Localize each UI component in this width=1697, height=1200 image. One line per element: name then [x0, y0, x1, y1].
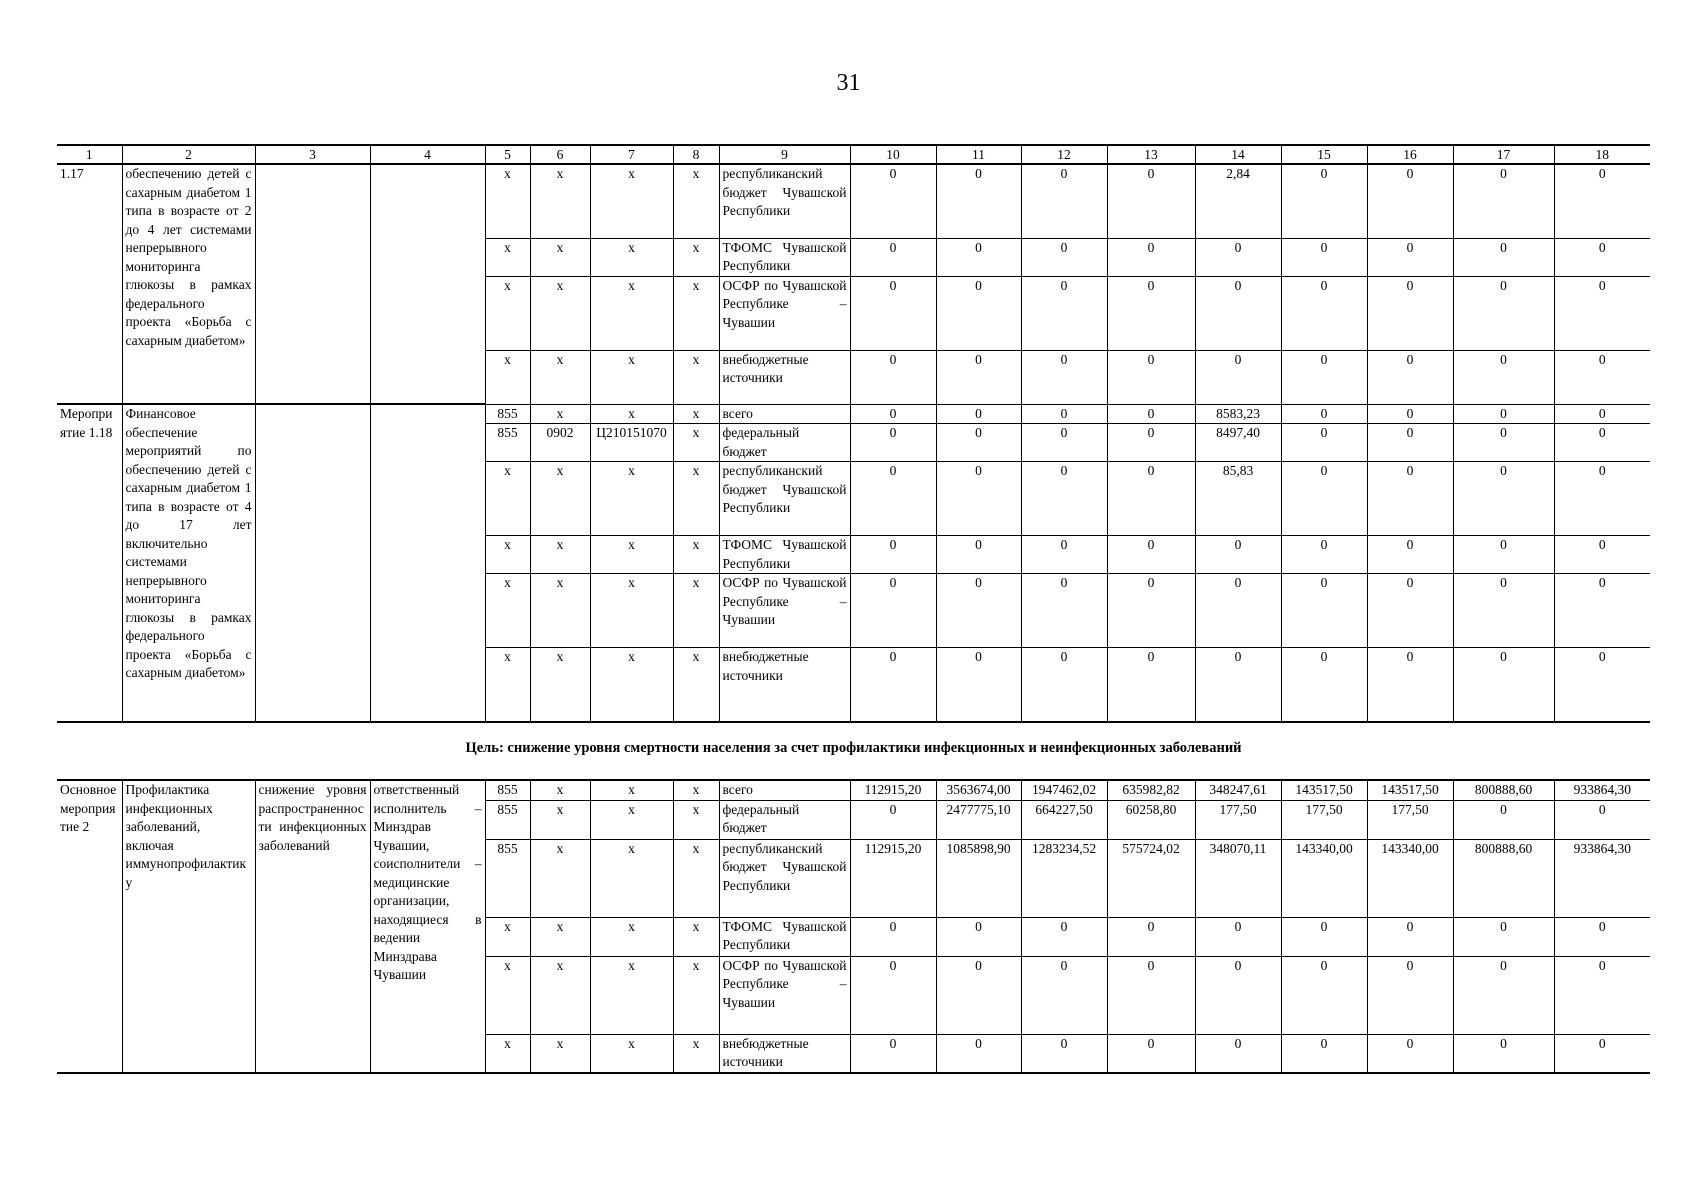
- year-value-10: 0: [850, 350, 936, 404]
- code-admin: x: [485, 462, 530, 536]
- year-value-13: 0: [1107, 404, 1195, 424]
- main-activity-responsible: ответственный исполнитель – Минздрав Чувашии, соисполнители – медицинские организации, находящиеся в ведении Минздрава Чувашии: [370, 780, 485, 1073]
- year-value-18: 0: [1554, 648, 1650, 722]
- year-value-15: 0: [1281, 424, 1367, 462]
- year-value-10: 0: [850, 462, 936, 536]
- code-target: x: [590, 536, 673, 574]
- table-row: [57, 164, 1650, 238]
- year-value-12: 0: [1021, 574, 1107, 648]
- code-admin: x: [485, 238, 530, 276]
- year-value-15: 0: [1281, 574, 1367, 648]
- code-admin: 855: [485, 839, 530, 917]
- year-value-16: 0: [1367, 462, 1453, 536]
- column-number-row: [57, 145, 1650, 164]
- code-section: x: [530, 164, 590, 238]
- code-admin: x: [485, 574, 530, 648]
- funding-source: республиканский бюджет Чувашской Республики: [719, 839, 850, 917]
- year-value-13: 0: [1107, 536, 1195, 574]
- code-target: x: [590, 350, 673, 404]
- year-value-12: 0: [1021, 164, 1107, 238]
- code-expense: x: [673, 404, 719, 424]
- year-value-11: 0: [936, 462, 1021, 536]
- year-value-12: 0: [1021, 462, 1107, 536]
- year-value-11: 0: [936, 238, 1021, 276]
- year-value-15: 0: [1281, 917, 1367, 956]
- year-value-13: 575724,02: [1107, 839, 1195, 917]
- code-section: x: [530, 276, 590, 350]
- column-number-9: 9: [719, 145, 850, 164]
- year-value-15: 0: [1281, 1034, 1367, 1073]
- column-number-18: 18: [1554, 145, 1650, 164]
- year-value-13: 0: [1107, 917, 1195, 956]
- code-expense: x: [673, 956, 719, 1034]
- code-admin: x: [485, 1034, 530, 1073]
- funding-source: федеральный бюджет: [719, 800, 850, 839]
- year-value-14: 0: [1195, 648, 1281, 722]
- year-value-13: 0: [1107, 574, 1195, 648]
- year-value-11: 3563674,00: [936, 780, 1021, 800]
- year-value-14: 348247,61: [1195, 780, 1281, 800]
- year-value-17: 0: [1453, 238, 1554, 276]
- year-value-12: 1283234,52: [1021, 839, 1107, 917]
- year-value-15: 0: [1281, 238, 1367, 276]
- code-admin: x: [485, 350, 530, 404]
- item-number: Мероприятие 1.18: [57, 404, 122, 722]
- year-value-11: 2477775,10: [936, 800, 1021, 839]
- year-value-13: 0: [1107, 956, 1195, 1034]
- funding-source: внебюджетные источники: [719, 1034, 850, 1073]
- code-target: x: [590, 648, 673, 722]
- year-value-12: 664227,50: [1021, 800, 1107, 839]
- year-value-18: 0: [1554, 276, 1650, 350]
- year-value-17: 0: [1453, 350, 1554, 404]
- column-number-12: 12: [1021, 145, 1107, 164]
- column-number-8: 8: [673, 145, 719, 164]
- item-number: 1.17: [57, 164, 122, 404]
- year-value-14: 348070,11: [1195, 839, 1281, 917]
- year-value-18: 0: [1554, 462, 1650, 536]
- code-section: x: [530, 462, 590, 536]
- column-number-6: 6: [530, 145, 590, 164]
- main-activity-name: Профилактика инфекционных заболеваний, включая иммунопрофилактику: [122, 780, 255, 1073]
- item-description: обеспечению детей с сахарным диабетом 1 типа в возрасте от 2 до 4 лет системами непрерывного мониторинга глюкозы в рамках федерального проекта «Борьба с сахарным диабетом»: [122, 164, 255, 404]
- year-value-15: 143517,50: [1281, 780, 1367, 800]
- code-target: x: [590, 956, 673, 1034]
- year-value-16: 0: [1367, 917, 1453, 956]
- year-value-10: 0: [850, 536, 936, 574]
- year-value-14: 2,84: [1195, 164, 1281, 238]
- year-value-10: 0: [850, 276, 936, 350]
- year-value-10: 0: [850, 238, 936, 276]
- year-value-11: 0: [936, 404, 1021, 424]
- code-target: x: [590, 238, 673, 276]
- code-expense: x: [673, 839, 719, 917]
- funding-source: федеральный бюджет: [719, 424, 850, 462]
- financing-table-bottom: [57, 779, 1650, 1074]
- code-section: x: [530, 800, 590, 839]
- year-value-15: 177,50: [1281, 800, 1367, 839]
- year-value-14: 0: [1195, 917, 1281, 956]
- code-section: x: [530, 839, 590, 917]
- code-expense: x: [673, 1034, 719, 1073]
- year-value-10: 0: [850, 574, 936, 648]
- year-value-11: 0: [936, 424, 1021, 462]
- year-value-17: 0: [1453, 164, 1554, 238]
- year-value-16: 0: [1367, 424, 1453, 462]
- code-target: x: [590, 462, 673, 536]
- code-admin: 855: [485, 404, 530, 424]
- year-value-11: 0: [936, 574, 1021, 648]
- item-goal: [255, 164, 370, 404]
- year-value-15: 0: [1281, 648, 1367, 722]
- code-target: x: [590, 800, 673, 839]
- year-value-14: 0: [1195, 350, 1281, 404]
- code-expense: x: [673, 648, 719, 722]
- year-value-11: 0: [936, 276, 1021, 350]
- year-value-17: 0: [1453, 648, 1554, 722]
- year-value-16: 143517,50: [1367, 780, 1453, 800]
- year-value-15: 0: [1281, 404, 1367, 424]
- code-section: x: [530, 956, 590, 1034]
- year-value-16: 0: [1367, 350, 1453, 404]
- year-value-18: 0: [1554, 536, 1650, 574]
- year-value-17: 0: [1453, 276, 1554, 350]
- year-value-16: 0: [1367, 1034, 1453, 1073]
- year-value-13: 0: [1107, 462, 1195, 536]
- code-admin: x: [485, 917, 530, 956]
- funding-source: внебюджетные источники: [719, 350, 850, 404]
- year-value-16: 143340,00: [1367, 839, 1453, 917]
- goal-heading: Цель: снижение уровня смертности населения за счет профилактики инфекционных и неинфекционных заболеваний: [465, 740, 1242, 756]
- year-value-13: 0: [1107, 164, 1195, 238]
- code-target: x: [590, 1034, 673, 1073]
- code-section: x: [530, 238, 590, 276]
- code-admin: 855: [485, 800, 530, 839]
- code-target: x: [590, 574, 673, 648]
- code-target: x: [590, 276, 673, 350]
- year-value-17: 0: [1453, 536, 1554, 574]
- financing-table-top: [57, 144, 1650, 723]
- item-description: Финансовое обеспечение мероприятий по обеспечению детей с сахарным диабетом 1 типа в возрасте от 4 до 17 лет включительно системами непрерывного мониторинга глюкозы в рамках федерального проекта «Борьба с сахарным диабетом»: [122, 404, 255, 722]
- year-value-12: 0: [1021, 350, 1107, 404]
- year-value-15: 0: [1281, 462, 1367, 536]
- column-number-2: 2: [122, 145, 255, 164]
- year-value-15: 143340,00: [1281, 839, 1367, 917]
- year-value-10: 0: [850, 424, 936, 462]
- year-value-16: 0: [1367, 574, 1453, 648]
- column-number-14: 14: [1195, 145, 1281, 164]
- code-admin: x: [485, 276, 530, 350]
- year-value-17: 800888,60: [1453, 780, 1554, 800]
- year-value-10: 0: [850, 1034, 936, 1073]
- code-admin: x: [485, 164, 530, 238]
- funding-source: ТФОМС Чувашской Республики: [719, 917, 850, 956]
- funding-source: всего: [719, 404, 850, 424]
- year-value-16: 0: [1367, 276, 1453, 350]
- year-value-17: 0: [1453, 800, 1554, 839]
- item-responsible: [370, 404, 485, 722]
- year-value-18: 0: [1554, 574, 1650, 648]
- year-value-14: 177,50: [1195, 800, 1281, 839]
- year-value-16: 0: [1367, 536, 1453, 574]
- item-goal: [255, 404, 370, 722]
- year-value-17: 0: [1453, 956, 1554, 1034]
- page-number: 31: [836, 70, 861, 96]
- code-section: x: [530, 350, 590, 404]
- year-value-14: 8583,23: [1195, 404, 1281, 424]
- year-value-11: 0: [936, 648, 1021, 722]
- code-section: x: [530, 574, 590, 648]
- year-value-14: 0: [1195, 536, 1281, 574]
- year-value-10: 0: [850, 956, 936, 1034]
- year-value-16: 0: [1367, 164, 1453, 238]
- year-value-13: 0: [1107, 350, 1195, 404]
- year-value-17: 0: [1453, 917, 1554, 956]
- year-value-10: 112915,20: [850, 839, 936, 917]
- funding-source: ОСФР по Чувашской Республике – Чувашии: [719, 956, 850, 1034]
- year-value-18: 0: [1554, 956, 1650, 1034]
- year-value-17: 0: [1453, 404, 1554, 424]
- year-value-11: 0: [936, 536, 1021, 574]
- code-expense: x: [673, 917, 719, 956]
- year-value-10: 112915,20: [850, 780, 936, 800]
- code-target: x: [590, 839, 673, 917]
- year-value-11: 0: [936, 917, 1021, 956]
- code-target: x: [590, 917, 673, 956]
- code-section: x: [530, 917, 590, 956]
- year-value-12: 0: [1021, 238, 1107, 276]
- column-number-11: 11: [936, 145, 1021, 164]
- year-value-12: 1947462,02: [1021, 780, 1107, 800]
- code-target: x: [590, 780, 673, 800]
- year-value-13: 0: [1107, 238, 1195, 276]
- year-value-18: 933864,30: [1554, 839, 1650, 917]
- year-value-10: 0: [850, 800, 936, 839]
- year-value-11: 0: [936, 1034, 1021, 1073]
- year-value-18: 0: [1554, 917, 1650, 956]
- year-value-10: 0: [850, 404, 936, 424]
- year-value-14: 0: [1195, 574, 1281, 648]
- year-value-16: 0: [1367, 404, 1453, 424]
- funding-source: ОСФР по Чувашской Республике – Чувашии: [719, 574, 850, 648]
- year-value-15: 0: [1281, 350, 1367, 404]
- code-expense: x: [673, 238, 719, 276]
- year-value-17: 800888,60: [1453, 839, 1554, 917]
- column-number-16: 16: [1367, 145, 1453, 164]
- year-value-16: 0: [1367, 238, 1453, 276]
- column-number-1: 1: [57, 145, 122, 164]
- column-number-15: 15: [1281, 145, 1367, 164]
- code-expense: x: [673, 424, 719, 462]
- code-section: x: [530, 648, 590, 722]
- year-value-17: 0: [1453, 1034, 1554, 1073]
- year-value-15: 0: [1281, 536, 1367, 574]
- year-value-14: 0: [1195, 238, 1281, 276]
- column-number-7: 7: [590, 145, 673, 164]
- year-value-12: 0: [1021, 536, 1107, 574]
- year-value-14: 0: [1195, 956, 1281, 1034]
- code-expense: x: [673, 350, 719, 404]
- main-activity-number: Основное мероприятие 2: [57, 780, 122, 1073]
- year-value-13: 0: [1107, 648, 1195, 722]
- year-value-17: 0: [1453, 574, 1554, 648]
- item-responsible: [370, 164, 485, 404]
- funding-source: ТФОМС Чувашской Республики: [719, 238, 850, 276]
- year-value-17: 0: [1453, 424, 1554, 462]
- year-value-10: 0: [850, 164, 936, 238]
- year-value-10: 0: [850, 917, 936, 956]
- year-value-18: 0: [1554, 424, 1650, 462]
- year-value-16: 0: [1367, 956, 1453, 1034]
- code-target: Ц210151070: [590, 424, 673, 462]
- funding-source: республиканский бюджет Чувашской Республики: [719, 462, 850, 536]
- code-expense: x: [673, 462, 719, 536]
- code-section: x: [530, 536, 590, 574]
- code-admin: x: [485, 536, 530, 574]
- funding-source: внебюджетные источники: [719, 648, 850, 722]
- column-number-13: 13: [1107, 145, 1195, 164]
- year-value-13: 0: [1107, 1034, 1195, 1073]
- year-value-18: 0: [1554, 238, 1650, 276]
- year-value-12: 0: [1021, 956, 1107, 1034]
- code-expense: x: [673, 276, 719, 350]
- year-value-18: 0: [1554, 164, 1650, 238]
- year-value-18: 0: [1554, 404, 1650, 424]
- year-value-11: 0: [936, 350, 1021, 404]
- year-value-17: 0: [1453, 462, 1554, 536]
- year-value-18: 0: [1554, 800, 1650, 839]
- year-value-18: 0: [1554, 350, 1650, 404]
- year-value-18: 933864,30: [1554, 780, 1650, 800]
- year-value-16: 0: [1367, 648, 1453, 722]
- code-section: 0902: [530, 424, 590, 462]
- column-number-5: 5: [485, 145, 530, 164]
- year-value-14: 8497,40: [1195, 424, 1281, 462]
- year-value-12: 0: [1021, 917, 1107, 956]
- year-value-13: 60258,80: [1107, 800, 1195, 839]
- code-target: x: [590, 404, 673, 424]
- code-admin: x: [485, 956, 530, 1034]
- column-number-10: 10: [850, 145, 936, 164]
- year-value-13: 635982,82: [1107, 780, 1195, 800]
- year-value-15: 0: [1281, 276, 1367, 350]
- year-value-12: 0: [1021, 1034, 1107, 1073]
- year-value-14: 0: [1195, 1034, 1281, 1073]
- year-value-12: 0: [1021, 276, 1107, 350]
- code-section: x: [530, 780, 590, 800]
- year-value-18: 0: [1554, 1034, 1650, 1073]
- code-admin: 855: [485, 424, 530, 462]
- main-activity-goal: снижение уровня распространенности инфекционных заболеваний: [255, 780, 370, 1073]
- code-expense: x: [673, 780, 719, 800]
- code-target: x: [590, 164, 673, 238]
- code-section: x: [530, 1034, 590, 1073]
- column-number-3: 3: [255, 145, 370, 164]
- year-value-14: 85,83: [1195, 462, 1281, 536]
- funding-source: всего: [719, 780, 850, 800]
- table-row: [57, 404, 1650, 424]
- year-value-12: 0: [1021, 404, 1107, 424]
- code-expense: x: [673, 536, 719, 574]
- year-value-12: 0: [1021, 648, 1107, 722]
- code-expense: x: [673, 800, 719, 839]
- code-expense: x: [673, 164, 719, 238]
- year-value-15: 0: [1281, 956, 1367, 1034]
- funding-source: ОСФР по Чувашской Республике – Чувашии: [719, 276, 850, 350]
- year-value-10: 0: [850, 648, 936, 722]
- year-value-12: 0: [1021, 424, 1107, 462]
- year-value-11: 0: [936, 956, 1021, 1034]
- year-value-14: 0: [1195, 276, 1281, 350]
- year-value-16: 177,50: [1367, 800, 1453, 839]
- code-section: x: [530, 404, 590, 424]
- year-value-13: 0: [1107, 424, 1195, 462]
- code-expense: x: [673, 574, 719, 648]
- year-value-15: 0: [1281, 164, 1367, 238]
- code-admin: 855: [485, 780, 530, 800]
- column-number-17: 17: [1453, 145, 1554, 164]
- year-value-13: 0: [1107, 276, 1195, 350]
- year-value-11: 1085898,90: [936, 839, 1021, 917]
- funding-source: ТФОМС Чувашской Республики: [719, 536, 850, 574]
- column-number-4: 4: [370, 145, 485, 164]
- year-value-11: 0: [936, 164, 1021, 238]
- table-row: [57, 780, 1650, 800]
- funding-source: республиканский бюджет Чувашской Республики: [719, 164, 850, 238]
- code-admin: x: [485, 648, 530, 722]
